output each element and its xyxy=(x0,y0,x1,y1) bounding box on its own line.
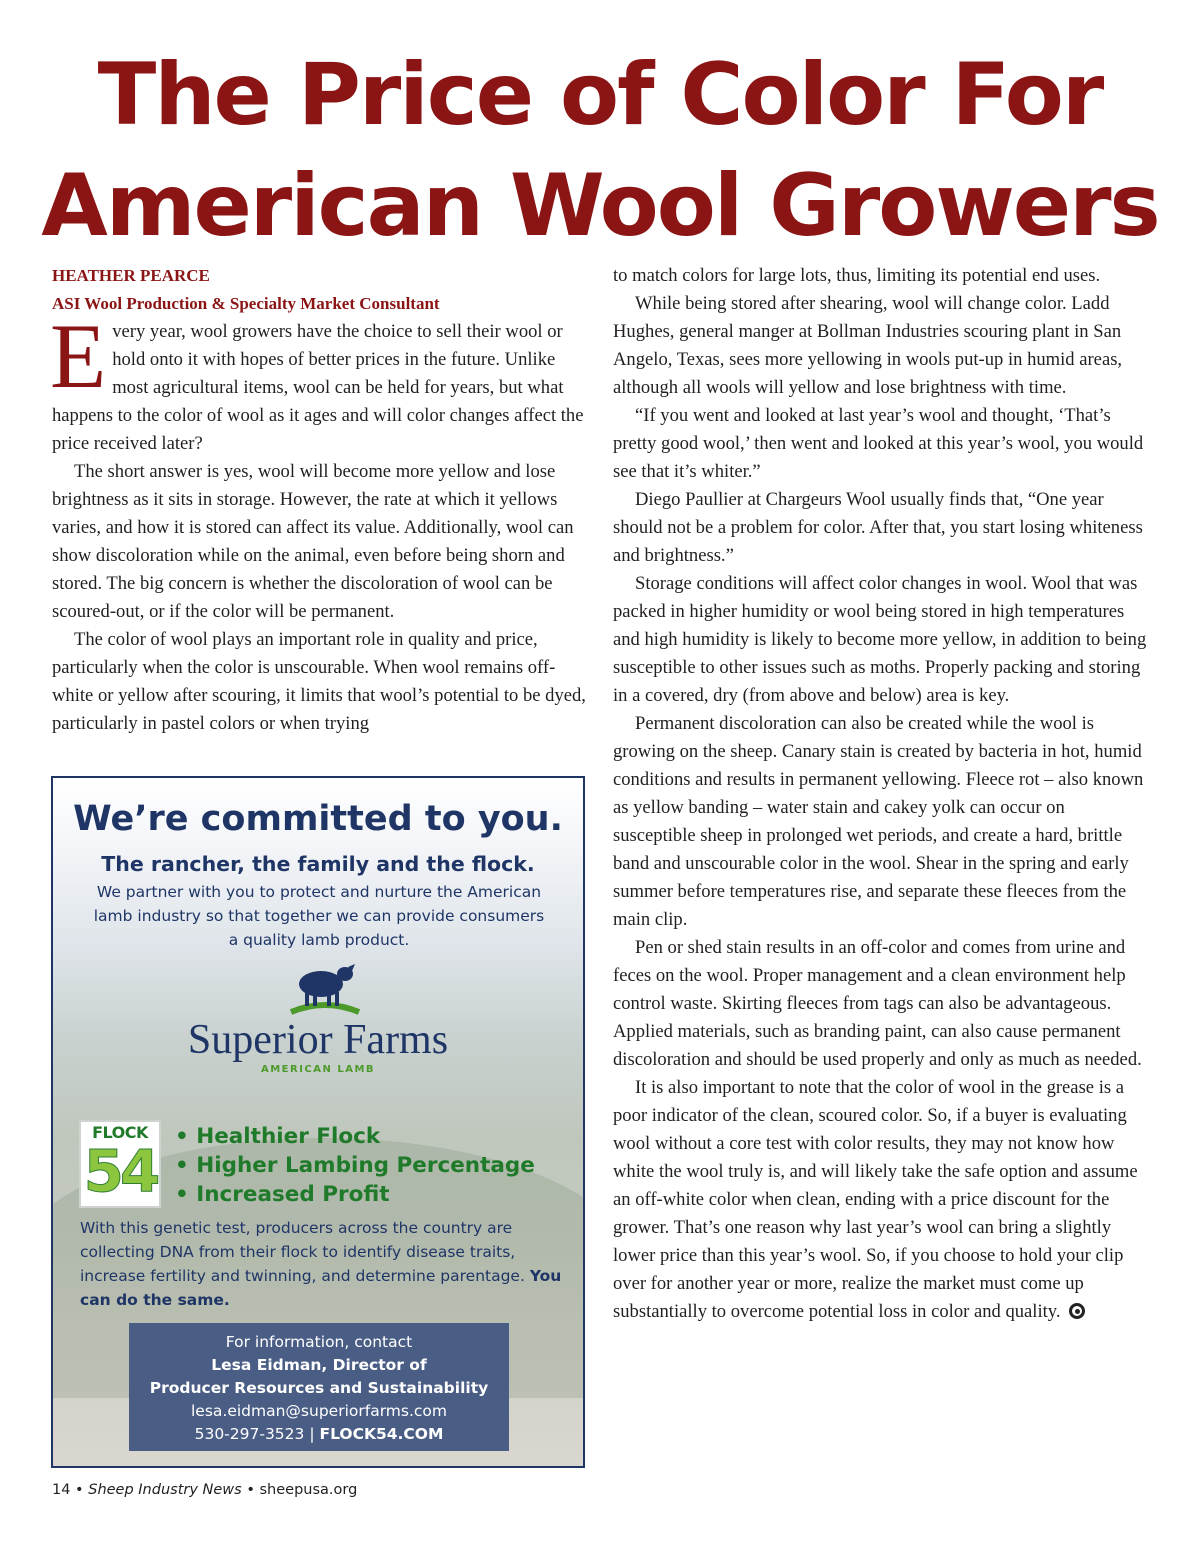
author-title: ASI Wool Production & Specialty Market Consultant xyxy=(52,294,440,313)
brand-tagline: AMERICAN LAMB xyxy=(260,1064,376,1075)
paragraph-10: Pen or shed stain results in an off-color and comes from urine and feces on the wool. Proper management and a clean environment help control waste. Skirting fleeces from tags can also be advantageous. Applied materials, such as branding paint, can also cause permanent discoloration and should be used properly and only as much as needed. xyxy=(613,937,1142,1070)
ad-headline: We’re committed to you. xyxy=(73,799,563,839)
paragraph-7: Diego Paullier at Chargeurs Wool usually finds that, “One year should not be a problem for color. After that, you start losing whiteness and brightness.” xyxy=(613,489,1143,566)
contact-name: Lesa Eidman, Director of xyxy=(211,1356,427,1374)
right-column xyxy=(613,262,1151,1326)
benefit-item: • Higher Lambing Percentage xyxy=(175,1153,535,1178)
title-line-2: American Wool Growers xyxy=(41,156,1159,256)
flock54-logo: FLOCK 54 xyxy=(79,1120,161,1208)
drop-cap: E xyxy=(50,305,107,407)
contact-intro: For information, contact xyxy=(225,1333,413,1351)
ad-description: We partner with you to protect and nurture the American lamb industry so that together we can provide consumers a quality lamb product. xyxy=(93,883,545,949)
paragraph-4: to match colors for large lots, thus, limiting its potential end uses. xyxy=(613,265,1101,286)
contact-role: Producer Resources and Sustainability xyxy=(149,1379,489,1397)
contact-phone-site: 530-297-3523 | FLOCK54.COM xyxy=(194,1425,444,1443)
title-line-1: The Price of Color For xyxy=(97,45,1103,145)
benefit-list xyxy=(175,1122,575,1209)
paragraph-2: The short answer is yes, wool will become more yellow and lose brightness as it sits in storage. However, the rate at which it yellows varies, and how it is stored can affect its value. Additionally, wool can show discoloration while on the animal, even before being shorn and stored. The big concern is whether the discoloration of wool can be scoured-out, or if the color will be permanent. xyxy=(52,461,574,622)
paragraph-1: Every year, wool growers have the choice to sell their wool or hold onto it with hopes of better prices in the future. Unlike most agricultural items, wool can be held for years, but what happens to the color of wool as it ages and will color changes affect the price received later? xyxy=(50,305,584,454)
paragraph-5: While being stored after shearing, wool will change color. Ladd Hughes, general manger at Bollman Industries scouring plant in San Angelo, Texas, sees more yellowing in wools put-up in humid areas, although all wools will yellow and lose brightness with time. xyxy=(613,293,1123,398)
benefit-item: • Increased Profit xyxy=(175,1182,390,1207)
paragraph-6: “If you went and looked at last year’s wool and thought, ‘That’s pretty good wool,’ then went and looked at this year’s wool, you would see that it’s whiter.” xyxy=(613,405,1144,482)
ad-subheadline: The rancher, the family and the flock. xyxy=(101,852,535,876)
ad-body-text: With this genetic test, producers across the country are collecting DNA from their flock to identify disease traits, increase fertility and twinning, and determine parentage. You can do the same. xyxy=(80,1219,562,1309)
contact-email: lesa.eidman@superiorfarms.com xyxy=(190,1402,447,1420)
ad-call-to-action: You can do the same. xyxy=(80,1267,562,1309)
paragraph-8: Storage conditions will affect color changes in wool. Wool that was packed in higher humidity or wool being stored in high temperatures and high humidity is likely to become more yellow, in addition to being susceptible to other issues such as moths. Properly packing and storing in a covered, dry (from above and below) area is key. xyxy=(613,573,1147,706)
left-column xyxy=(52,262,586,738)
page-number: 14 • xyxy=(52,1482,84,1498)
article-title xyxy=(0,40,1200,262)
page-footer xyxy=(52,1480,357,1500)
author-name: HEATHER PEARCE xyxy=(52,266,210,285)
website: • sheepusa.org xyxy=(246,1482,358,1498)
contact-box xyxy=(129,1323,509,1451)
contact-website: FLOCK54.COM xyxy=(319,1425,444,1443)
paragraph-11: It is also important to note that the color of wool in the grease is a poor indicator of the clean, scoured color. So, if a buyer is evaluating wool without a core test with color results, they may not know how white the wool truly is, and will likely take the safe option and assume an off-white color when clean, ending with a price discount for the grower. That’s one reason why last year’s wool can bring a slightly lower price than this year’s wool. So, if you choose to hold your clip over for another year or more, realize the market must come up substantially to overcome potential loss in color and quality. xyxy=(613,1077,1138,1322)
brand-logo-text: Superior Farms xyxy=(187,1017,449,1063)
end-of-article-icon xyxy=(1069,1303,1085,1319)
publication-name: Sheep Industry News xyxy=(88,1482,242,1498)
sheep-logo-icon xyxy=(285,962,365,1018)
paragraph-9: Permanent discoloration can also be created while the wool is growing on the sheep. Canary stain is created by bacteria in hot, humid conditions and results in permanent yellowing. Fleece rot – also known as yellow banding – water stain and cakey yolk can occur on susceptible sheep in prolonged wet periods, and create a hard, brittle band and unscourable color in the wool. Shear in the spring and early summer before temperatures rise, and separate these fleeces from the main clip. xyxy=(613,713,1144,930)
benefit-item: • Healthier Flock xyxy=(175,1124,381,1149)
superior-farms-advertisement xyxy=(51,776,585,1468)
paragraph-3: The color of wool plays an important role in quality and price, particularly when the color is unscourable. When wool remains off-white or yellow after scouring, it limits that wool’s potential to be dyed, particularly in pastel colors or when trying xyxy=(52,629,586,734)
